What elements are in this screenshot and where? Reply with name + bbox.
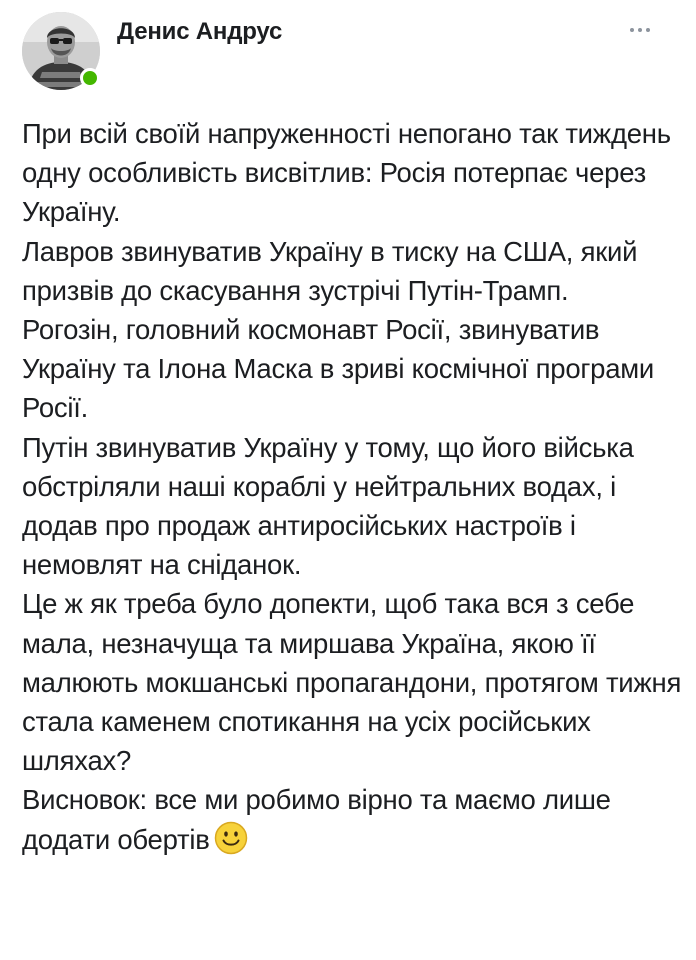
post-paragraph-text: Висновок: все ми робимо вірно та маємо лише додати обертів xyxy=(22,784,611,855)
more-horizontal-icon-dot xyxy=(638,28,642,32)
post-paragraph: Рогозін, головний космонавт Росії, звинуватив Україну та Ілона Маска в зриві космічної програми Росії. xyxy=(22,314,655,424)
post-paragraph: При всій своїй напруженності непогано так тиждень одну особливість висвітлив: Росія потерпає через Україну. xyxy=(22,118,671,228)
post-paragraph: Лавров звинуватив Україну в тиску на США, який призвів до скасування зустрічі Путін-Трамп. xyxy=(22,235,638,306)
post-paragraph: Це ж як треба було допекти, щоб така вся з себе мала, незначуща та миршава Україна, якою її малюють мокшанські пропагандони, протягом тижня стала каменем спотикання на усіх російських шляхах? xyxy=(22,588,682,777)
more-options-button[interactable] xyxy=(620,16,660,44)
smiling-face-icon xyxy=(214,821,248,865)
author-avatar[interactable] xyxy=(22,12,100,90)
post-header xyxy=(0,0,696,100)
more-horizontal-icon xyxy=(630,28,634,32)
post-text xyxy=(22,114,682,865)
more-horizontal-icon-dot xyxy=(646,28,650,32)
author-name[interactable]: Денис Андрус xyxy=(117,18,283,45)
post-paragraph: Путін звинуватив Україну у тому, що його війська обстріляли наші кораблі у нейтральних водах, і додав про продаж антиросійських настроїв і немовлят на сніданок. xyxy=(22,431,634,581)
post-paragraph-last xyxy=(22,780,682,864)
online-status-icon xyxy=(80,68,100,88)
